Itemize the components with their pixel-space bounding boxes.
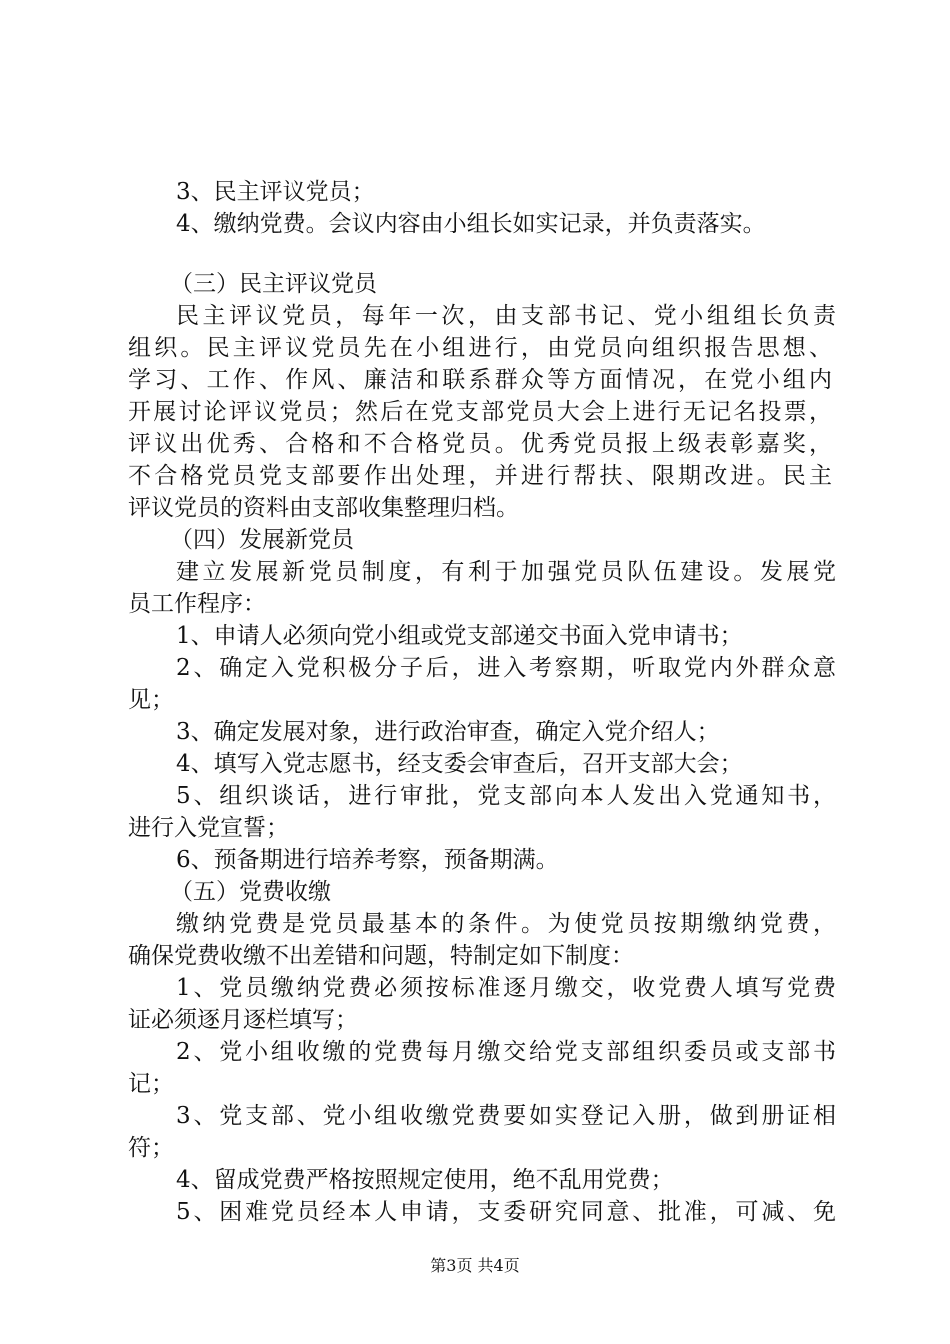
list-item: 1、申请人必须向党小组或党支部递交书面入党申请书； [176,623,743,649]
paragraph-line: 民主评议党员，每年一次，由支部书记、党小组组长负责 [176,303,836,329]
list-item: 2、确定入党积极分子后，进入考察期，听取党内外群众意 [176,655,836,681]
list-item: 3、党支部、党小组收缴党费要如实登记入册，做到册证相 [176,1103,836,1129]
list-item-continuation: 记； [128,1071,174,1097]
section-heading: （三）民主评议党员 [170,271,377,297]
list-item: 4、填写入党志愿书，经支委会审查后，召开支部大会； [176,751,743,777]
paragraph-line: 评议出优秀、合格和不合格党员。优秀党员报上级表彰嘉奖， [128,431,832,457]
section-heading: （五）党费收缴 [170,879,331,905]
list-item-continuation: 进行入党宣誓； [128,815,289,841]
list-item: 4、留成党费严格按照规定使用，绝不乱用党费； [176,1167,674,1193]
list-item: 6、预备期进行培养考察，预备期满。 [176,847,559,873]
list-item: 4、缴纳党费。会议内容由小组长如实记录，并负责落实。 [176,211,766,237]
list-item-continuation: 证必须逐月逐栏填写； [128,1007,358,1033]
list-item: 3、确定发展对象，进行政治审查，确定入党介绍人； [176,719,720,745]
list-item: 2、党小组收缴的党费每月缴交给党支部组织委员或支部书 [176,1039,836,1065]
paragraph-line: 员工作程序： [128,591,266,617]
paragraph-line: 学习、工作、作风、廉洁和联系群众等方面情况，在党小组内 [128,367,832,393]
list-item-continuation: 见； [128,687,174,713]
paragraph-line: 开展讨论评议党员；然后在党支部党员大会上进行无记名投票， [128,399,832,425]
list-item: 5、组织谈话，进行审批，党支部向本人发出入党通知书， [176,783,836,809]
paragraph-line: 评议党员的资料由支部收集整理归档。 [128,495,519,521]
paragraph-line: 确保党费收缴不出差错和问题，特制定如下制度： [128,943,634,969]
section-heading: （四）发展新党员 [170,527,354,553]
paragraph-line: 不合格党员党支部要作出处理，并进行帮扶、限期改进。民主 [128,463,832,489]
paragraph-line: 建立发展新党员制度，有利于加强党员队伍建设。发展党 [176,559,836,585]
paragraph-line: 缴纳党费是党员最基本的条件。为使党员按期缴纳党费， [176,911,836,937]
list-item: 3、民主评议党员； [176,179,375,205]
list-item-continuation: 符； [128,1135,174,1161]
list-item: 1、党员缴纳党费必须按标准逐月缴交，收党费人填写党费 [176,975,836,1001]
paragraph-line: 组织。民主评议党员先在小组进行，由党员向组织报告思想、 [128,335,832,361]
list-item: 5、困难党员经本人申请，支委研究同意、批准，可减、免 [176,1199,836,1225]
page-footer: 第3页 共4页 [430,1256,520,1275]
